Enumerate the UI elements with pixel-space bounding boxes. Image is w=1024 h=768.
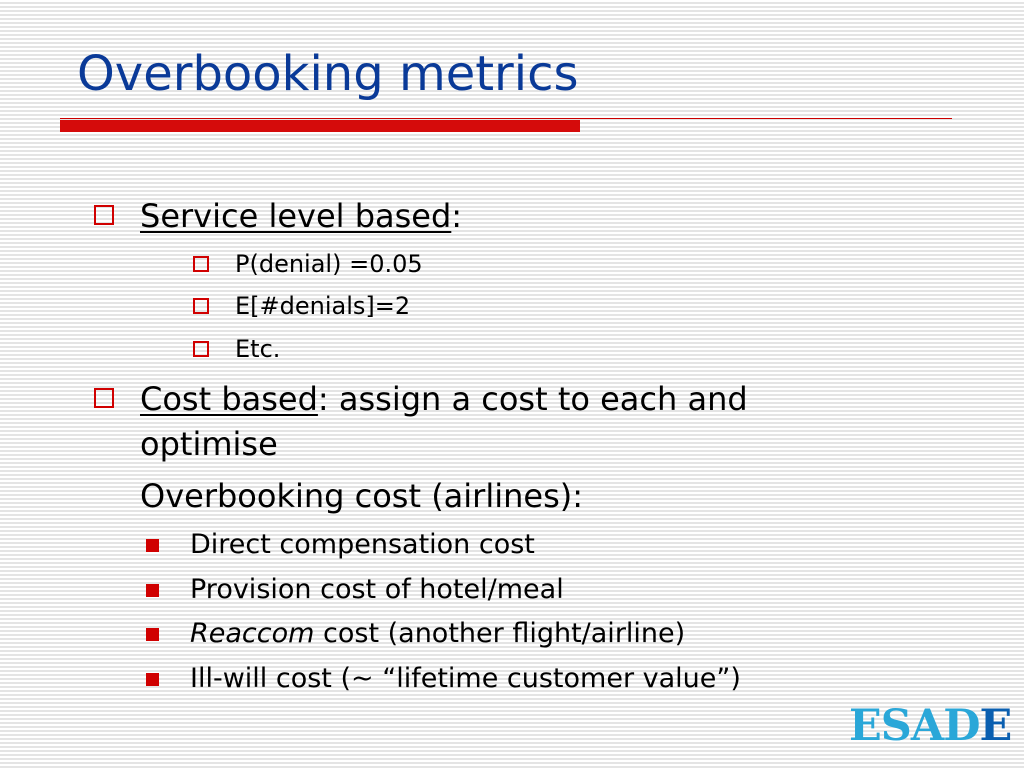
reaccom-text: cost (another flight/airline) [314, 618, 686, 649]
cost-item-ill-will: Ill-will cost (~ “lifetime customer value”) [190, 663, 741, 694]
cost-based-label: Cost based [140, 380, 318, 418]
cost-item-direct: Direct compensation cost [190, 529, 535, 560]
service-level-label: Service level based [140, 197, 452, 235]
esade-logo [849, 701, 1012, 751]
sub-bullet-expected-denials: E[#denials]=2 [235, 292, 411, 320]
filled-square-icon [146, 673, 159, 686]
hollow-square-icon [193, 341, 209, 357]
title-underline-thin [60, 118, 952, 119]
filled-square-icon [146, 584, 159, 597]
title-underline-bar [60, 120, 580, 132]
reaccom-italic: Reaccom [190, 618, 315, 649]
cost-based-continuation: optimise [140, 425, 278, 463]
bullet-cost-based [140, 379, 748, 419]
filled-square-icon [146, 539, 159, 552]
overbooking-cost-subheading: Overbooking cost (airlines): [140, 477, 584, 515]
cost-item-reaccom [190, 617, 685, 651]
sub-bullet-denial-prob: P(denial) =0.05 [235, 250, 423, 278]
hollow-square-icon [193, 298, 209, 314]
service-level-colon: : [451, 197, 463, 235]
bullet-service-level [140, 196, 462, 236]
hollow-square-icon [193, 256, 209, 272]
logo-accent: E [979, 701, 1012, 751]
cost-based-text: : assign a cost to each and [317, 380, 748, 418]
hollow-square-icon [94, 205, 114, 225]
slide-title: Overbooking metrics [77, 46, 579, 102]
sub-bullet-etc: Etc. [235, 335, 281, 363]
hollow-square-icon [94, 388, 114, 408]
cost-item-provision: Provision cost of hotel/meal [190, 574, 564, 605]
logo-main: ESAD [849, 701, 980, 751]
filled-square-icon [146, 628, 159, 641]
